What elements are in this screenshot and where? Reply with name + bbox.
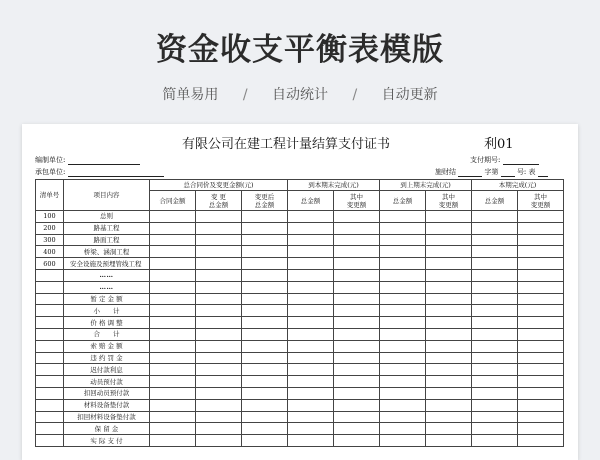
amount-cell[interactable]	[472, 281, 518, 293]
amount-cell[interactable]	[288, 258, 334, 270]
amount-cell[interactable]	[518, 269, 564, 281]
amount-cell[interactable]	[242, 399, 288, 411]
amount-cell[interactable]	[196, 222, 242, 234]
amount-cell[interactable]	[196, 281, 242, 293]
amount-cell[interactable]	[426, 376, 472, 388]
table-row	[36, 293, 564, 305]
amount-cell[interactable]	[150, 293, 196, 305]
table-row	[36, 423, 564, 435]
amount-cell[interactable]	[426, 222, 472, 234]
feature-tags	[0, 84, 600, 104]
amount-cell[interactable]	[150, 222, 196, 234]
row-code: 200	[36, 222, 64, 234]
amount-cell[interactable]	[288, 376, 334, 388]
tag-auto-stats: 自动统计	[272, 87, 328, 103]
amount-cell[interactable]	[380, 269, 426, 281]
amount-cell[interactable]	[196, 435, 242, 447]
header-of-which-change: 其中 变更额	[334, 191, 380, 211]
amount-cell[interactable]	[288, 435, 334, 447]
amount-cell[interactable]	[380, 234, 426, 246]
amount-cell[interactable]	[426, 411, 472, 423]
amount-cell[interactable]	[380, 423, 426, 435]
banner-title: 资金收支平衡表模版	[156, 32, 444, 68]
row-item: ……	[64, 269, 150, 281]
amount-cell[interactable]	[426, 423, 472, 435]
amount-cell[interactable]	[426, 317, 472, 329]
amount-cell[interactable]	[196, 305, 242, 317]
header-group-previous: 到上期末完成(元)	[380, 180, 472, 191]
amount-cell[interactable]	[288, 399, 334, 411]
amount-cell[interactable]	[196, 352, 242, 364]
amount-cell[interactable]	[380, 328, 426, 340]
amount-cell[interactable]	[334, 435, 380, 447]
amount-cell[interactable]	[150, 269, 196, 281]
compiler-blank[interactable]	[68, 164, 140, 165]
amount-cell[interactable]	[380, 376, 426, 388]
amount-cell[interactable]	[380, 387, 426, 399]
amount-cell[interactable]	[242, 387, 288, 399]
amount-cell[interactable]	[334, 305, 380, 317]
table-row	[36, 352, 564, 364]
amount-cell[interactable]	[288, 281, 334, 293]
row-code	[36, 328, 64, 340]
amount-cell[interactable]	[334, 211, 380, 223]
header-group-current: 本期完成(元)	[472, 180, 564, 191]
payment-no-blank[interactable]	[503, 164, 539, 165]
amount-cell[interactable]	[242, 364, 288, 376]
amount-cell[interactable]	[288, 411, 334, 423]
amount-cell[interactable]	[242, 317, 288, 329]
row-code: 100	[36, 211, 64, 223]
table-row	[36, 364, 564, 376]
amount-cell[interactable]	[196, 211, 242, 223]
amount-cell[interactable]	[472, 364, 518, 376]
amount-cell[interactable]	[288, 328, 334, 340]
amount-cell[interactable]	[242, 423, 288, 435]
payment-no-label: 支付期号:	[470, 156, 501, 164]
amount-cell[interactable]	[380, 305, 426, 317]
settlement-table	[35, 179, 564, 447]
row-code	[36, 340, 64, 352]
row-code	[36, 399, 64, 411]
amount-cell[interactable]	[196, 246, 242, 258]
amount-cell[interactable]	[334, 222, 380, 234]
amount-cell[interactable]	[426, 387, 472, 399]
amount-cell[interactable]	[196, 364, 242, 376]
amount-cell[interactable]	[518, 293, 564, 305]
amount-cell[interactable]	[426, 211, 472, 223]
amount-cell[interactable]	[426, 293, 472, 305]
payment-no-field	[470, 155, 539, 165]
contractor-blank[interactable]	[68, 176, 164, 177]
header-total-amount: 总金额	[288, 191, 334, 211]
amount-cell[interactable]	[518, 305, 564, 317]
amount-cell[interactable]	[150, 305, 196, 317]
amount-cell[interactable]	[426, 352, 472, 364]
amount-cell[interactable]	[334, 317, 380, 329]
amount-cell[interactable]	[288, 352, 334, 364]
amount-cell[interactable]	[150, 246, 196, 258]
amount-cell[interactable]	[196, 399, 242, 411]
amount-cell[interactable]	[196, 387, 242, 399]
row-item: 保 留 金	[64, 423, 150, 435]
header-total-amount: 总金额	[380, 191, 426, 211]
table-row	[36, 317, 564, 329]
amount-cell[interactable]	[426, 305, 472, 317]
amount-cell[interactable]	[334, 328, 380, 340]
amount-cell[interactable]	[380, 364, 426, 376]
amount-cell[interactable]	[150, 340, 196, 352]
table-row	[36, 376, 564, 388]
amount-cell[interactable]	[426, 269, 472, 281]
amount-cell[interactable]	[196, 328, 242, 340]
amount-cell[interactable]	[150, 234, 196, 246]
amount-cell[interactable]	[380, 435, 426, 447]
table-row	[36, 211, 564, 223]
amount-cell[interactable]	[288, 340, 334, 352]
row-code	[36, 317, 64, 329]
amount-cell[interactable]	[242, 435, 288, 447]
amount-cell[interactable]	[288, 269, 334, 281]
amount-cell[interactable]	[380, 281, 426, 293]
amount-cell[interactable]	[150, 352, 196, 364]
amount-cell[interactable]	[150, 281, 196, 293]
amount-cell[interactable]	[334, 387, 380, 399]
header-group-contract: 总合同价及变更金额(元)	[150, 180, 288, 191]
row-item: 实 际 支 付	[64, 435, 150, 447]
row-code	[36, 376, 64, 388]
document-title: 有限公司在建工程计量结算支付证书	[182, 137, 391, 152]
header-total-amount: 总金额	[472, 191, 518, 211]
amount-cell[interactable]	[518, 211, 564, 223]
amount-cell[interactable]	[380, 399, 426, 411]
table-row	[36, 435, 564, 447]
amount-cell[interactable]	[472, 328, 518, 340]
amount-cell[interactable]	[150, 317, 196, 329]
amount-cell[interactable]	[518, 399, 564, 411]
amount-cell[interactable]	[472, 376, 518, 388]
amount-cell[interactable]	[426, 281, 472, 293]
amount-cell[interactable]	[288, 364, 334, 376]
amount-cell[interactable]	[518, 411, 564, 423]
amount-cell[interactable]	[242, 211, 288, 223]
amount-cell[interactable]	[518, 364, 564, 376]
row-item: 合 计	[64, 328, 150, 340]
row-code	[36, 411, 64, 423]
supervisor-label: 施财结	[435, 168, 456, 176]
header-group-to-date: 到本期末完成(元)	[288, 180, 380, 191]
amount-cell[interactable]	[380, 293, 426, 305]
row-item: 路基工程	[64, 222, 150, 234]
amount-cell[interactable]	[242, 246, 288, 258]
amount-cell[interactable]	[472, 387, 518, 399]
header-code: 清单号	[36, 180, 64, 211]
table-body	[36, 211, 564, 447]
compiler-field	[35, 155, 140, 165]
tag-auto-update: 自动更新	[381, 87, 438, 103]
table-row	[36, 387, 564, 399]
row-item: 迟付款利息	[64, 364, 150, 376]
sheet-label: 表	[528, 168, 536, 176]
amount-cell[interactable]	[196, 317, 242, 329]
amount-cell[interactable]	[334, 423, 380, 435]
amount-cell[interactable]	[518, 352, 564, 364]
row-item: 扣回材料设备垫付款	[64, 411, 150, 423]
amount-cell[interactable]	[426, 328, 472, 340]
amount-cell[interactable]	[242, 328, 288, 340]
amount-cell[interactable]	[150, 364, 196, 376]
amount-cell[interactable]	[242, 305, 288, 317]
amount-cell[interactable]	[334, 364, 380, 376]
amount-cell[interactable]	[426, 435, 472, 447]
amount-cell[interactable]	[426, 258, 472, 270]
table-row	[36, 328, 564, 340]
table-row	[36, 246, 564, 258]
amount-cell[interactable]	[334, 269, 380, 281]
header-contract-amount: 合同金额	[150, 191, 196, 211]
amount-cell[interactable]	[242, 340, 288, 352]
amount-cell[interactable]	[150, 258, 196, 270]
table-row	[36, 258, 564, 270]
amount-cell[interactable]	[426, 399, 472, 411]
row-item: 暂 定 金 额	[64, 293, 150, 305]
amount-cell[interactable]	[242, 269, 288, 281]
amount-cell[interactable]	[334, 281, 380, 293]
amount-cell[interactable]	[242, 411, 288, 423]
amount-cell[interactable]	[380, 352, 426, 364]
amount-cell[interactable]	[518, 435, 564, 447]
header-change-amount: 变 更 总金额	[196, 191, 242, 211]
amount-cell[interactable]	[518, 387, 564, 399]
amount-cell[interactable]	[518, 340, 564, 352]
amount-cell[interactable]	[380, 317, 426, 329]
amount-cell[interactable]	[150, 376, 196, 388]
amount-cell[interactable]	[518, 281, 564, 293]
header-after-change: 变更后 总金额	[242, 191, 288, 211]
amount-cell[interactable]	[518, 234, 564, 246]
amount-cell[interactable]	[518, 222, 564, 234]
row-code: 400	[36, 246, 64, 258]
amount-cell[interactable]	[288, 211, 334, 223]
table-row	[36, 399, 564, 411]
header-of-which-change: 其中 变更额	[518, 191, 564, 211]
amount-cell[interactable]	[472, 423, 518, 435]
amount-cell[interactable]	[334, 376, 380, 388]
amount-cell[interactable]	[196, 376, 242, 388]
amount-cell[interactable]	[334, 246, 380, 258]
amount-cell[interactable]	[518, 423, 564, 435]
table-row	[36, 234, 564, 246]
amount-cell[interactable]	[288, 423, 334, 435]
amount-cell[interactable]	[380, 258, 426, 270]
row-item: 路面工程	[64, 234, 150, 246]
amount-cell[interactable]	[288, 317, 334, 329]
amount-cell[interactable]	[518, 246, 564, 258]
amount-cell[interactable]	[288, 305, 334, 317]
row-item: ……	[64, 281, 150, 293]
amount-cell[interactable]	[150, 411, 196, 423]
row-item: 违 约 罚 金	[64, 352, 150, 364]
no-label: 号:	[516, 168, 527, 176]
amount-cell[interactable]	[150, 423, 196, 435]
amount-cell[interactable]	[150, 328, 196, 340]
amount-cell[interactable]	[472, 222, 518, 234]
row-code	[36, 387, 64, 399]
amount-cell[interactable]	[472, 269, 518, 281]
row-item: 小 计	[64, 305, 150, 317]
amount-cell[interactable]	[472, 340, 518, 352]
amount-cell[interactable]	[150, 399, 196, 411]
amount-cell[interactable]	[472, 317, 518, 329]
row-item: 材料设备垫付款	[64, 399, 150, 411]
amount-cell[interactable]	[334, 234, 380, 246]
table-row	[36, 281, 564, 293]
amount-cell[interactable]	[518, 376, 564, 388]
contractor-field	[35, 167, 164, 177]
amount-cell[interactable]	[242, 258, 288, 270]
header-of-which-change: 其中 变更额	[426, 191, 472, 211]
amount-cell[interactable]	[380, 340, 426, 352]
document-code: 利01	[484, 137, 514, 152]
amount-cell[interactable]	[288, 387, 334, 399]
row-item: 价 格 调 整	[64, 317, 150, 329]
row-code: 600	[36, 258, 64, 270]
amount-cell[interactable]	[334, 352, 380, 364]
amount-cell[interactable]	[380, 211, 426, 223]
serial-blank-2[interactable]	[501, 176, 515, 177]
contractor-label: 承包单位:	[35, 168, 66, 176]
tag-separator: /	[242, 87, 248, 103]
amount-cell[interactable]	[334, 340, 380, 352]
amount-cell[interactable]	[334, 399, 380, 411]
row-code	[36, 435, 64, 447]
amount-cell[interactable]	[242, 234, 288, 246]
amount-cell[interactable]	[472, 352, 518, 364]
row-item: 动员预付款	[64, 376, 150, 388]
amount-cell[interactable]	[472, 234, 518, 246]
amount-cell[interactable]	[426, 246, 472, 258]
amount-cell[interactable]	[288, 234, 334, 246]
row-item: 扣回动员预付款	[64, 387, 150, 399]
amount-cell[interactable]	[242, 376, 288, 388]
amount-cell[interactable]	[196, 293, 242, 305]
row-code	[36, 269, 64, 281]
amount-cell[interactable]	[472, 399, 518, 411]
amount-cell[interactable]	[196, 411, 242, 423]
amount-cell[interactable]	[150, 211, 196, 223]
row-item: 索 赔 金 额	[64, 340, 150, 352]
amount-cell[interactable]	[518, 258, 564, 270]
amount-cell[interactable]	[472, 305, 518, 317]
amount-cell[interactable]	[196, 269, 242, 281]
row-item: 总则	[64, 211, 150, 223]
row-item: 桥梁、涵洞工程	[64, 246, 150, 258]
amount-cell[interactable]	[196, 340, 242, 352]
row-code: 300	[36, 234, 64, 246]
compiler-label: 编制单位:	[35, 156, 66, 164]
amount-cell[interactable]	[472, 258, 518, 270]
amount-cell[interactable]	[288, 246, 334, 258]
amount-cell[interactable]	[242, 222, 288, 234]
table-row	[36, 340, 564, 352]
amount-cell[interactable]	[150, 387, 196, 399]
amount-cell[interactable]	[426, 234, 472, 246]
amount-cell[interactable]	[288, 222, 334, 234]
document-sheet	[22, 124, 578, 460]
table-row	[36, 222, 564, 234]
amount-cell[interactable]	[380, 411, 426, 423]
table-row	[36, 269, 564, 281]
amount-cell[interactable]	[472, 435, 518, 447]
amount-cell[interactable]	[334, 293, 380, 305]
amount-cell[interactable]	[242, 281, 288, 293]
table-row	[36, 305, 564, 317]
amount-cell[interactable]	[334, 258, 380, 270]
row-code	[36, 352, 64, 364]
amount-cell[interactable]	[196, 423, 242, 435]
amount-cell[interactable]	[518, 317, 564, 329]
amount-cell[interactable]	[380, 246, 426, 258]
amount-cell[interactable]	[288, 293, 334, 305]
serial-blank-1[interactable]	[458, 176, 482, 177]
row-code	[36, 281, 64, 293]
row-code	[36, 305, 64, 317]
serial-blank-3[interactable]	[538, 176, 548, 177]
amount-cell[interactable]	[242, 293, 288, 305]
serial-field	[435, 167, 548, 177]
amount-cell[interactable]	[518, 328, 564, 340]
tag-easy: 简单易用	[162, 87, 219, 103]
amount-cell[interactable]	[472, 246, 518, 258]
amount-cell[interactable]	[426, 340, 472, 352]
amount-cell[interactable]	[472, 293, 518, 305]
tag-separator: /	[352, 87, 358, 103]
row-code	[36, 293, 64, 305]
row-code	[36, 364, 64, 376]
row-code	[36, 423, 64, 435]
amount-cell[interactable]	[334, 411, 380, 423]
amount-cell[interactable]	[426, 364, 472, 376]
amount-cell[interactable]	[380, 222, 426, 234]
header-item: 项目内容	[64, 180, 150, 211]
amount-cell[interactable]	[196, 258, 242, 270]
table-row	[36, 411, 564, 423]
amount-cell[interactable]	[150, 435, 196, 447]
row-item: 安全设施及预埋管线工程	[64, 258, 150, 270]
amount-cell[interactable]	[196, 234, 242, 246]
word-label: 字第	[484, 168, 499, 176]
amount-cell[interactable]	[472, 411, 518, 423]
amount-cell[interactable]	[242, 352, 288, 364]
amount-cell[interactable]	[472, 211, 518, 223]
